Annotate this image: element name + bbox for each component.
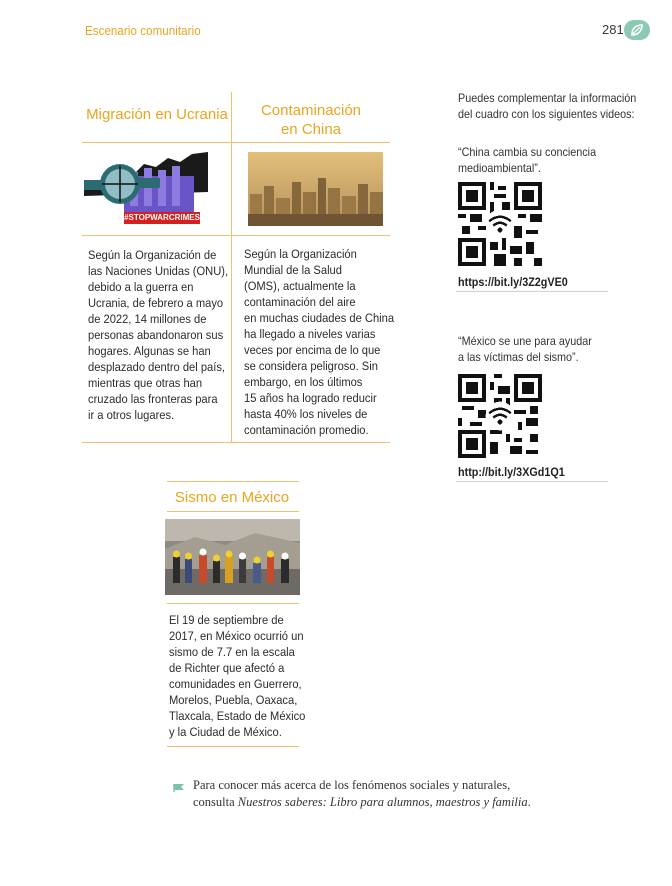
china-line: Según la Organización [244, 247, 357, 261]
mexico-line: y la Ciudad de México. [169, 725, 282, 739]
ukraine-line: de 2022, 14 millones de [88, 312, 207, 326]
sidebar-intro-line: Puedes complementar la información [458, 91, 637, 105]
ukraine-image-caption: #STOPWARCRIMES [124, 213, 200, 222]
ukraine-line: mientras que otras han [88, 376, 203, 390]
table-rule-top [82, 142, 390, 143]
china-line: veces por encima de lo que [244, 343, 381, 357]
mexico-rule-title [167, 511, 299, 512]
video2-rule [456, 481, 608, 482]
china-line: en muchas ciudades de China [244, 311, 395, 325]
ukraine-line: las Naciones Unidas (ONU), [88, 264, 229, 278]
china-line: 15 años ha logrado reducir [244, 391, 377, 405]
china-line: contaminación promedio. [244, 423, 369, 437]
ukraine-line: debido a la guerra en [88, 280, 194, 294]
video2-link[interactable]: http://bit.ly/3XGd1Q1 [458, 465, 565, 479]
footer-note [193, 777, 531, 811]
mexico-body [169, 612, 321, 740]
ukraine-body [88, 247, 244, 423]
china-line: hasta 40% los niveles de [244, 407, 368, 421]
mexico-line: comunidades en Guerrero, [169, 677, 302, 691]
video2-caption-line: a las víctimas del sismo”. [458, 350, 579, 364]
section-title: Escenario comunitario [85, 24, 201, 38]
mexico-line: Tlaxcala, Estado de México [169, 709, 306, 723]
ukraine-line: hogares. Algunas se han [88, 344, 211, 358]
ukraine-line: ir a otros lugares. [88, 408, 175, 422]
china-line: (OMS), actualmente la [244, 279, 356, 293]
mexico-line: El 19 de septiembre de [169, 613, 284, 627]
ukraine-line: personas abandonaron sus [88, 328, 224, 342]
video1-caption [458, 144, 611, 176]
video1-caption-line: medioambiental”. [458, 161, 541, 175]
leaf-glyph-icon [630, 23, 644, 37]
china-line: embargo, en los últimos [244, 375, 363, 389]
sidebar-intro [458, 90, 656, 122]
mexico-rule-bottom [167, 746, 299, 747]
china-line: se considera peligroso. Sin [244, 359, 378, 373]
mexico-rule-top [167, 481, 299, 482]
page-number: 281 [602, 22, 624, 37]
mexico-line: 2017, en México ocurrió un [169, 629, 304, 643]
footer-note-suffix: . [527, 795, 531, 809]
china-line: ha llegado a niveles varias [244, 327, 376, 341]
flag-arrow-icon [173, 780, 185, 790]
video2-caption-line: “México se une para ayudar [458, 334, 592, 348]
ukraine-line: Según la Organización de [88, 248, 217, 262]
qr-code-icon[interactable] [458, 182, 542, 266]
ukraine-image [84, 152, 208, 230]
footer-note-book-title: Nuestros saberes: Libro para alumnos, maestros y familia [237, 795, 528, 809]
china-title [232, 101, 390, 139]
china-line: contaminación del aire [244, 295, 356, 309]
footer-note-prefix: consulta [193, 795, 238, 809]
footer-note-line1: Para conocer más acerca de los fenómenos sociales y naturales, [193, 778, 511, 792]
mexico-rule-image [167, 603, 299, 604]
ukraine-line: Ucrania, de febrero a mayo [88, 296, 224, 310]
video1-rule [456, 291, 608, 292]
table-rule-middle [82, 235, 390, 236]
ukraine-title: Migración en Ucrania [86, 106, 228, 123]
video1-link[interactable]: https://bit.ly/3Z2gVE0 [458, 275, 568, 289]
china-image [248, 152, 383, 226]
footer-note-line2 [193, 794, 531, 811]
china-body [244, 246, 411, 438]
mexico-image [165, 519, 300, 595]
ukraine-line: cruzado las fronteras para [88, 392, 218, 406]
china-title-line2: en China [280, 121, 342, 138]
table-rule-bottom [82, 442, 390, 443]
ukraine-line: desplazado dentro del país, [88, 360, 226, 374]
mexico-line: sismo de 7.7 en la escala [169, 645, 295, 659]
qr-code-icon[interactable] [458, 374, 542, 458]
mexico-title: Sismo en México [174, 489, 290, 506]
mexico-line: de Richter que afectó a [169, 661, 285, 675]
video2-caption [458, 333, 607, 365]
china-line: Mundial de la Salud [244, 263, 342, 277]
sidebar-intro-line: del cuadro con los siguientes videos: [458, 107, 635, 121]
mexico-line: Morelos, Puebla, Oaxaca, [169, 693, 298, 707]
page-badge [624, 20, 650, 40]
video1-caption-line: “China cambia su conciencia [458, 145, 597, 159]
china-title-line1: Contaminación [260, 102, 362, 119]
